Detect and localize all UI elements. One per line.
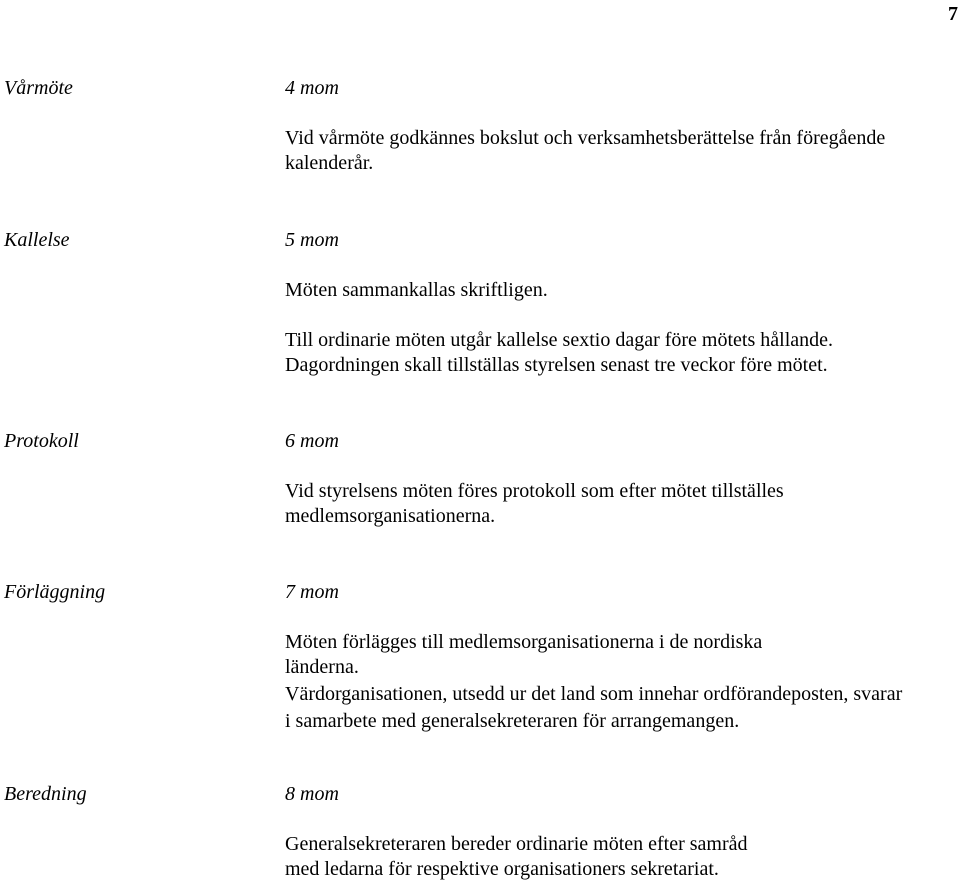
paragraph-line: Möten sammankallas skriftligen.	[285, 279, 548, 301]
page-number: 7	[948, 3, 958, 25]
paragraph-line: i samarbete med generalsekreteraren för arrangemangen.	[285, 710, 740, 732]
paragraph-line: Möten förlägges till medlemsorganisationerna i de nordiska	[285, 631, 763, 653]
paragraph-line: Generalsekreteraren bereder ordinarie möten efter samråd	[285, 833, 748, 855]
section-heading: 6 mom	[285, 430, 339, 452]
paragraph-line: Dagordningen skall tillställas styrelsen senast tre veckor före mötet.	[285, 354, 828, 376]
section-label: Beredning	[4, 783, 87, 805]
section-content	[285, 429, 957, 529]
paragraph-line: Vid vårmöte godkännes bokslut och verksamhetsberättelse från föregående	[285, 127, 886, 149]
section-label: Kallelse	[4, 229, 70, 251]
paragraph-line: medlemsorganisationerna.	[285, 505, 496, 527]
section-content	[285, 228, 957, 378]
section-content	[285, 580, 957, 734]
section-heading: 8 mom	[285, 783, 339, 805]
section-heading: 7 mom	[285, 581, 339, 603]
paragraph-line: Till ordinarie möten utgår kallelse sextio dagar före mötets hållande.	[285, 329, 833, 351]
paragraph-line: kalenderår.	[285, 152, 374, 174]
section-label: Förläggning	[4, 581, 106, 603]
paragraph-line: med ledarna för respektive organisationers sekretariat.	[285, 858, 719, 880]
section-label: Protokoll	[4, 430, 79, 452]
section-content	[285, 782, 957, 882]
paragraph-line: Värdorganisationen, utsedd ur det land som innehar ordförandeposten, svarar	[285, 683, 903, 705]
paragraph-line: länderna.	[285, 656, 359, 678]
paragraph-line: Vid styrelsens möten föres protokoll som efter mötet tillställes	[285, 480, 784, 502]
section-heading: 4 mom	[285, 77, 339, 99]
section-content	[285, 76, 957, 176]
section-heading: 5 mom	[285, 229, 339, 251]
section-label: Vårmöte	[4, 77, 73, 99]
